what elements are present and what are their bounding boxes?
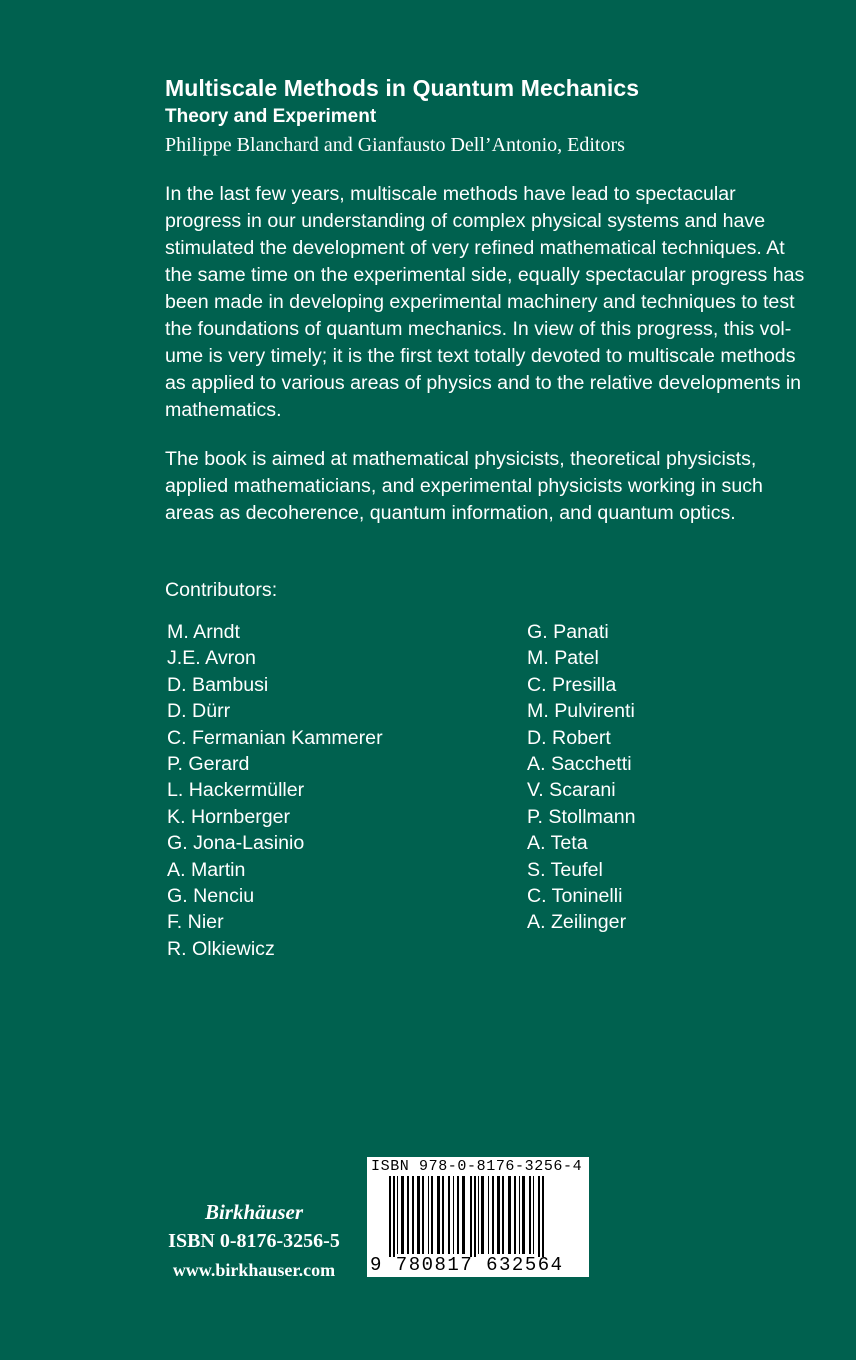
paragraph-1-line: ume is very timely; it is the first text totally devoted to multiscale methods [165,345,796,367]
publisher-website: www.birkhauser.com [172,1260,336,1280]
barcode-bar [492,1176,494,1254]
paragraph-1-line: as applied to various areas of physics and to the relative developments in [165,372,802,394]
barcode-bar [397,1176,398,1254]
contributor-name: A. Teta [527,832,588,855]
contributors-label: Contributors: [165,579,278,601]
contributor-name: G. Panati [527,621,609,643]
barcode-bar [428,1176,429,1254]
barcode-bar [542,1176,544,1257]
barcode-bar [497,1176,500,1254]
publisher-name: Birkhäuser [204,1200,304,1224]
barcode-bar [457,1176,459,1254]
barcode-bar [393,1176,395,1257]
contributor-name: C. Fermanian Kammerer [167,726,383,749]
description-paragraph-2 [165,446,855,527]
barcode-bar [502,1176,504,1254]
barcode-bar [474,1176,476,1257]
barcode-bar [389,1176,391,1257]
contributor-name: A. Martin [167,858,246,881]
contributor-name: D. Bambusi [167,673,269,696]
barcode-bar [407,1176,409,1254]
barcode-bar [417,1176,420,1254]
barcode-digits: 9 780817 632564 [370,1254,564,1276]
barcode-bar [478,1176,479,1254]
publisher-block [148,1199,360,1284]
contributor-name: D. Robert [527,726,611,749]
contributor-name: G. Nenciu [167,885,255,908]
barcode-bar [538,1176,540,1257]
contributor-name: C. Presilla [527,673,617,696]
barcode-isbn-13: ISBN 978-0-8176-3256-4 [371,1158,583,1175]
contributor-name: L. Hackermüller [167,779,305,802]
contributor-name: G. Jona-Lasinio [167,832,305,855]
book-editors: Philippe Blanchard and Gianfausto Dell’Antonio, Editors [165,134,625,156]
barcode-bar [488,1176,489,1254]
contributor-name: M. Pulvirenti [527,700,635,723]
contributor-name: K. Hornberger [167,805,291,828]
barcode-bar [431,1176,433,1254]
paragraph-1-line: mathematics. [165,399,282,421]
barcode-bar [470,1176,472,1257]
description-paragraph-1 [165,181,855,424]
contributor-name: D. Dürr [167,700,231,723]
paragraph-1-line: stimulated the development of very refined mathematical techniques. At [165,237,785,259]
barcode-bar [422,1176,424,1254]
barcode-bar [437,1176,440,1254]
barcode-bar [448,1176,450,1254]
contributor-name: A. Zeilinger [527,911,627,934]
barcode-bar [529,1176,531,1254]
contributors-list-left [167,619,383,962]
contributor-name: F. Nier [167,911,224,934]
barcode-bar [519,1176,520,1254]
book-title: Multiscale Methods in Quantum Mechanics [165,75,640,101]
barcode-bar [533,1176,534,1254]
barcode-bar [462,1176,465,1254]
barcode-bar [522,1176,525,1254]
contributor-name: J.E. Avron [167,647,256,670]
paragraph-1-line: been made in developing experimental machinery and techniques to test [165,291,795,313]
contributor-name: M. Arndt [167,621,240,643]
paragraph-1-line: the foundations of quantum mechanics. In view of this progress, this vol- [165,318,792,340]
paragraph-1-line: progress in our understanding of complex physical systems and have [165,210,766,232]
contributor-name: P. Gerard [167,753,250,776]
paragraph-1-line: In the last few years, multiscale methods have lead to spectacular [165,183,736,205]
contributor-name: M. Patel [527,647,599,670]
barcode-bar [401,1176,404,1254]
paragraph-2-line: The book is aimed at mathematical physicists, theoretical physicists, [165,448,757,470]
contributor-name: S. Teufel [527,858,603,881]
barcode-bar [442,1176,444,1254]
paragraph-1-line: the same time on the experimental side, equally spectacular progress has [165,264,805,286]
barcode-bar [481,1176,484,1254]
contributor-name: V. Scarani [527,779,616,802]
barcode-bar [412,1176,414,1254]
barcode-bar [514,1176,516,1254]
barcode [367,1157,589,1277]
contributor-name: R. Olkiewicz [167,937,275,960]
contributors-list-right [527,619,636,936]
book-subtitle: Theory and Experiment [165,106,377,127]
contributor-name: P. Stollmann [527,805,636,828]
contributor-name: C. Toninelli [527,885,623,908]
barcode-bar [508,1176,511,1254]
contributor-name: A. Sacchetti [527,753,632,776]
paragraph-2-line: areas as decoherence, quantum information, and quantum optics. [165,502,736,524]
barcode-bar [453,1176,454,1254]
paragraph-2-line: applied mathematicians, and experimental physicists working in such [165,475,763,497]
isbn-10: ISBN 0-8176-3256-5 [168,1230,340,1252]
